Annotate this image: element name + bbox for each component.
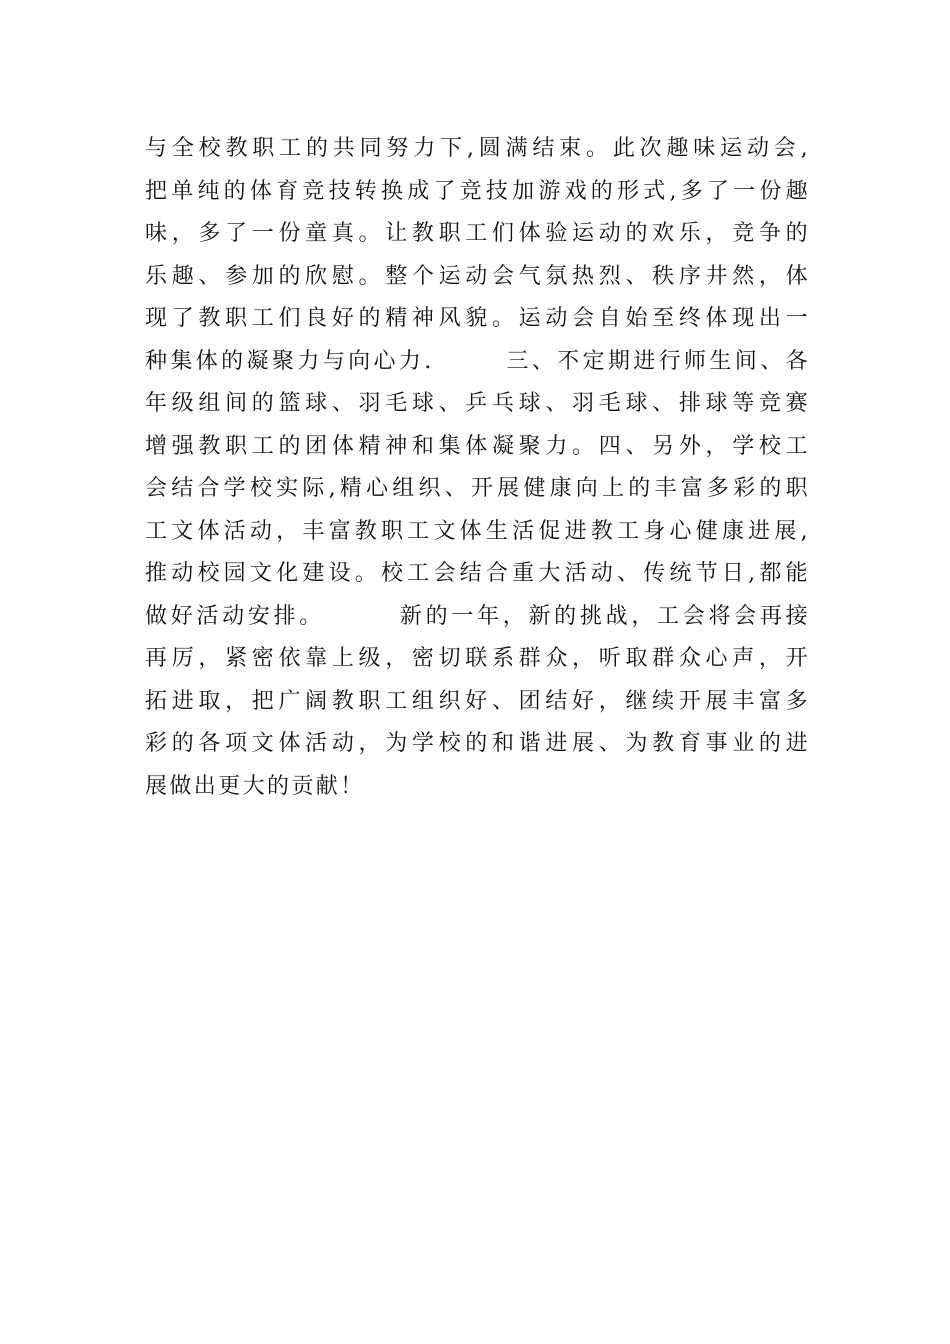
text-line: 推动校园文化建设。校工会结合重大活动、传统节日,都能 (145, 561, 810, 586)
text-line: 种集体的凝聚力与向心力. 三、不定期进行师生间、各 (145, 348, 810, 374)
text-line: 展做出更大的贡献！ (145, 773, 365, 799)
body-text (145, 128, 810, 808)
text-line: 工文体活动，丰富教职工文体生活促进教工身心健康进展, (145, 518, 810, 544)
text-line: 乐趣、参加的欣慰。整个运动会气氛热烈、秩序井然，体 (145, 263, 810, 289)
text-line: 拓进取，把广阔教职工组织好、团结好，继续开展丰富多 (145, 688, 810, 714)
text-line: 做好活动安排。 新的一年，新的挑战，工会将会再接 (145, 603, 810, 629)
text-line: 增强教职工的团体精神和集体凝聚力。四、另外，学校工 (145, 433, 810, 459)
text-line: 现了教职工们良好的精神风貌。运动会自始至终体现出一 (145, 306, 810, 331)
text-line: 年级组间的篮球、羽毛球、乒乓球、羽毛球、排球等竞赛 (145, 391, 810, 416)
text-line: 与全校教职工的共同努力下,圆满结束。此次趣味运动会, (145, 136, 810, 161)
text-line: 再厉，紧密依靠上级，密切联系群众，听取群众心声，开 (145, 646, 810, 671)
text-line: 味，多了一份童真。让教职工们体验运动的欢乐，竞争的 (145, 221, 810, 246)
text-line: 会结合学校实际,精心组织、开展健康向上的丰富多彩的职 (145, 476, 810, 501)
text-line: 把单纯的体育竞技转换成了竞技加游戏的形式,多了一份趣 (145, 178, 810, 204)
text-line: 彩的各项文体活动，为学校的和谐进展、为教育事业的进 (145, 731, 810, 756)
